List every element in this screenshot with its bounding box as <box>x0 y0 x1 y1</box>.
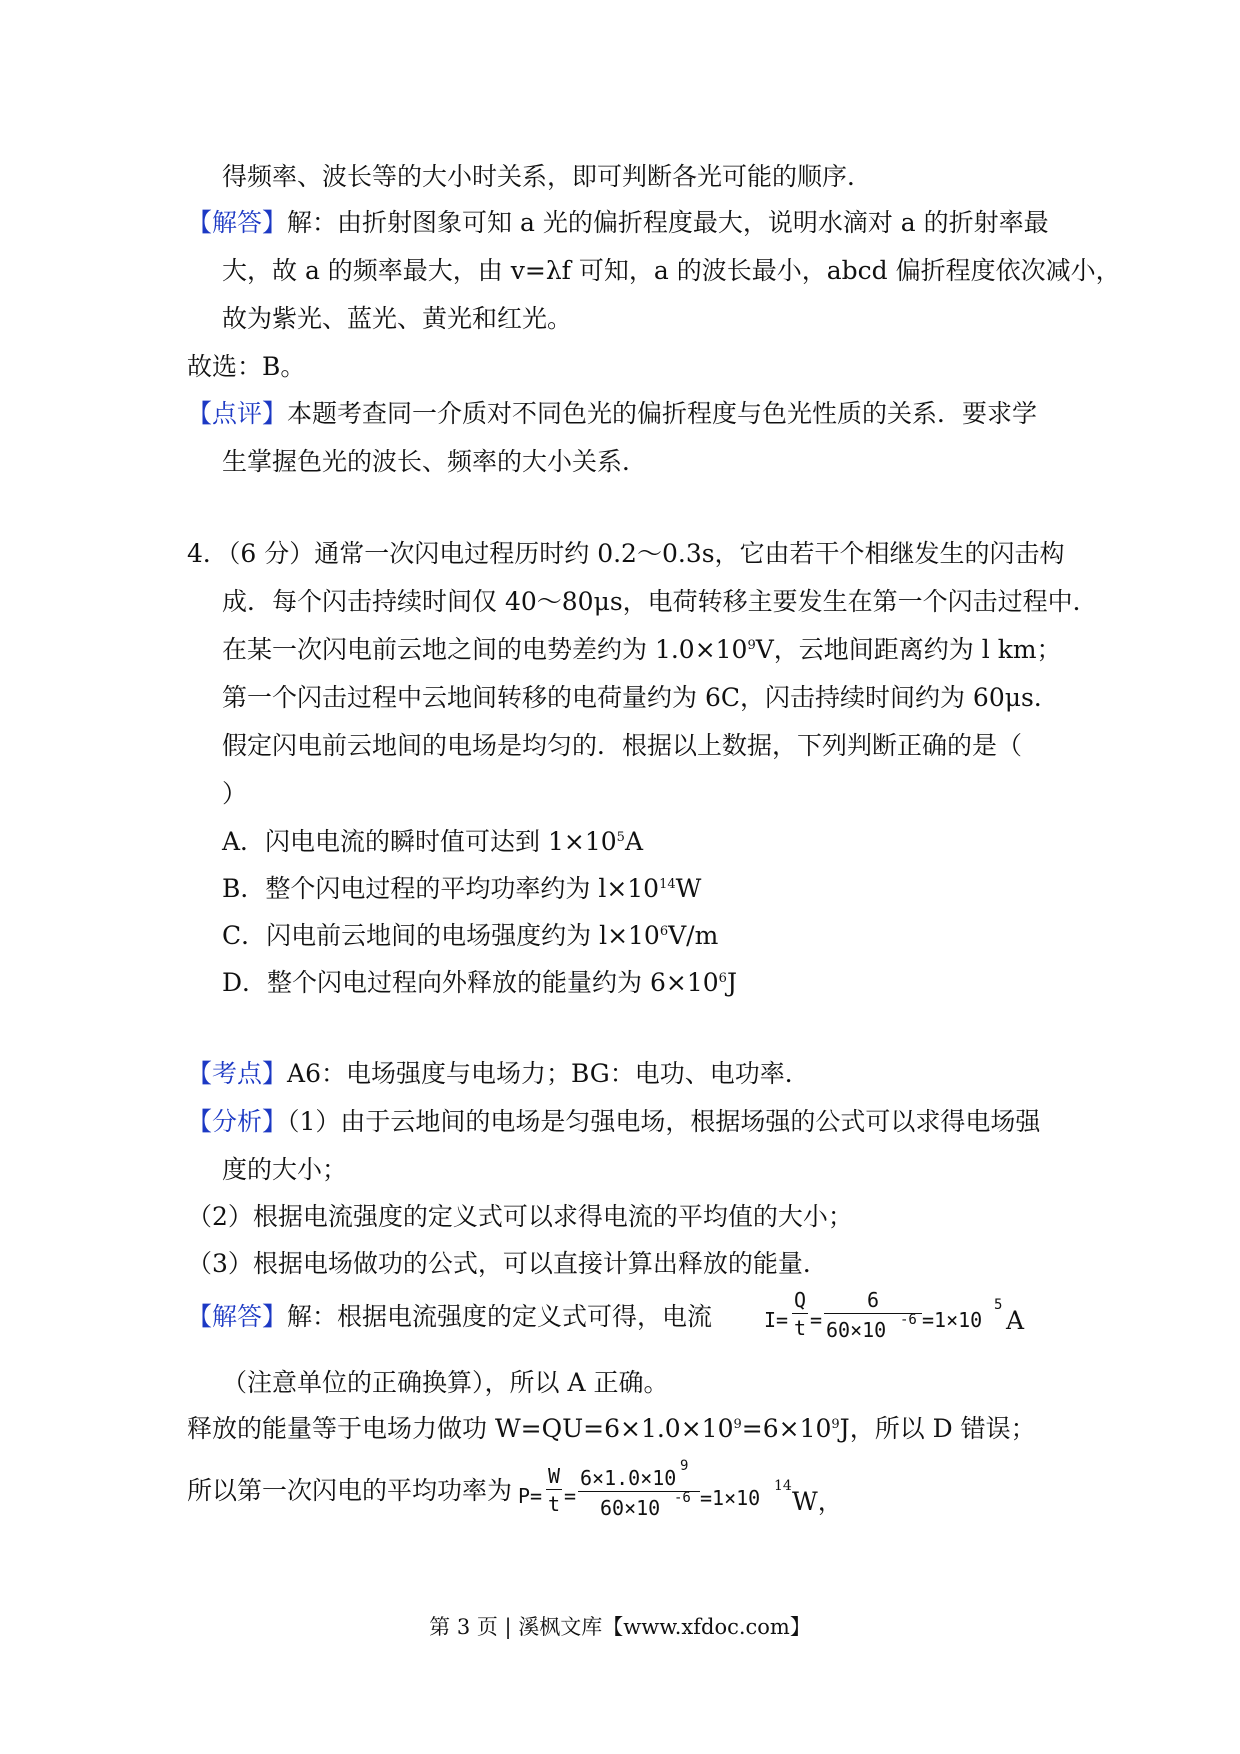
option-c: C．闪电前云地间的电场强度约为 $l\times 10^6V/m$ <box>222 921 719 950</box>
choice-line: 故选：B。 <box>187 352 306 381</box>
jieda-tag: 【解答】 <box>187 1302 288 1331</box>
answer-line-1: 【解答】解：由折射图象可知 a 光的偏折程度最大，说明水滴对 a 的折射率最 <box>187 208 1049 237</box>
page-footer: 第 3 页 | 溪枫文库【www.xfdoc.com】 <box>429 1615 811 1639</box>
option-b: B．整个闪电过程的平均功率约为 $l\times 10^{14}W$ <box>222 874 702 903</box>
option-a: A．闪电电流的瞬时值可达到 $1\times 10^5A$ <box>222 827 644 856</box>
comment-line-2: 生掌握色光的波长、频率的大小关系． <box>222 447 648 476</box>
comment-tag: 【点评】 <box>187 399 288 428</box>
analysis-continuation: 得频率、波长等的大小时关系，即可判断各光可能的顺序． <box>222 162 873 191</box>
kaodian-tag: 【考点】 <box>187 1059 288 1088</box>
question-line-3: 在某一次闪电前云地之间的电势差约为 $1.0\times 10^9V$，云地间距离约为 l km； <box>222 635 1062 664</box>
fenxi-line-1: 【分析】（1）由于云地间的电场是匀强电场，根据场强的公式可以求得电场强 <box>187 1107 1041 1136</box>
fenxi-line-3: （2）根据电流强度的定义式可以求得电流的平均值的大小； <box>187 1202 853 1231</box>
answer-line-3: 故为紫光、蓝光、黄光和红光。 <box>222 304 573 333</box>
fenxi-line-2: 度的大小； <box>222 1155 348 1184</box>
option-d: D．整个闪电过程向外释放的能量约为 $6\times 10^6J$ <box>222 968 737 997</box>
power-formula: P= W t = 6×1.0×10 9 60×10 -6 =1×10 14 W， <box>518 1458 843 1520</box>
question-line-1: 4．（6 分）通常一次闪电过程历时约 0.2～0.3s，它由若干个相继发生的闪击构 <box>187 539 1065 568</box>
fenxi-line-4: （3）根据电场做功的公式，可以直接计算出释放的能量． <box>187 1249 828 1278</box>
answer-line-2: 大，故 a 的频率最大，由 v=λf 可知，a 的波长最小，abcd 偏折程度依次减小， <box>222 256 1121 285</box>
answer-tag: 【解答】 <box>187 208 288 237</box>
jieda-line-2: （注意单位的正确换算），所以 A 正确。 <box>222 1368 669 1397</box>
question-line-4: 第一个闪击过程中云地间转移的电荷量约为 6C，闪击持续时间约为 60μs． <box>222 683 1059 712</box>
kaodian-line: 【考点】A6：电场强度与电场力；BG：电功、电功率． <box>187 1059 810 1088</box>
question-line-6: ） <box>222 779 248 808</box>
question-line-2: 成．每个闪击持续时间仅 40～80μs，电荷转移主要发生在第一个闪击过程中． <box>222 587 1098 616</box>
fenxi-tag: 【分析】 <box>187 1107 288 1136</box>
comment-line-1: 【点评】本题考查同一介质对不同色光的偏折程度与色光性质的关系．要求学 <box>187 399 1038 428</box>
jieda-line-3: 释放的能量等于电场力做功 $W=QU=6\times 1.0\times 10^9=6\times 10^9J$，所以 D 错误； <box>187 1414 1036 1443</box>
fraction-bar <box>546 1489 562 1490</box>
fraction-bar <box>792 1313 808 1314</box>
question-line-5: 假定闪电前云地间的电场是均匀的．根据以上数据，下列判断正确的是（ <box>222 731 1023 760</box>
jieda-line-1: 【解答】解：根据电流强度的定义式可得，电流 <box>187 1302 713 1331</box>
current-formula: I= Q t = 6 60×10 -6 =1×10 5 A <box>764 1288 1025 1342</box>
jieda-line-4: 所以第一次闪电的平均功率为 <box>187 1476 513 1505</box>
